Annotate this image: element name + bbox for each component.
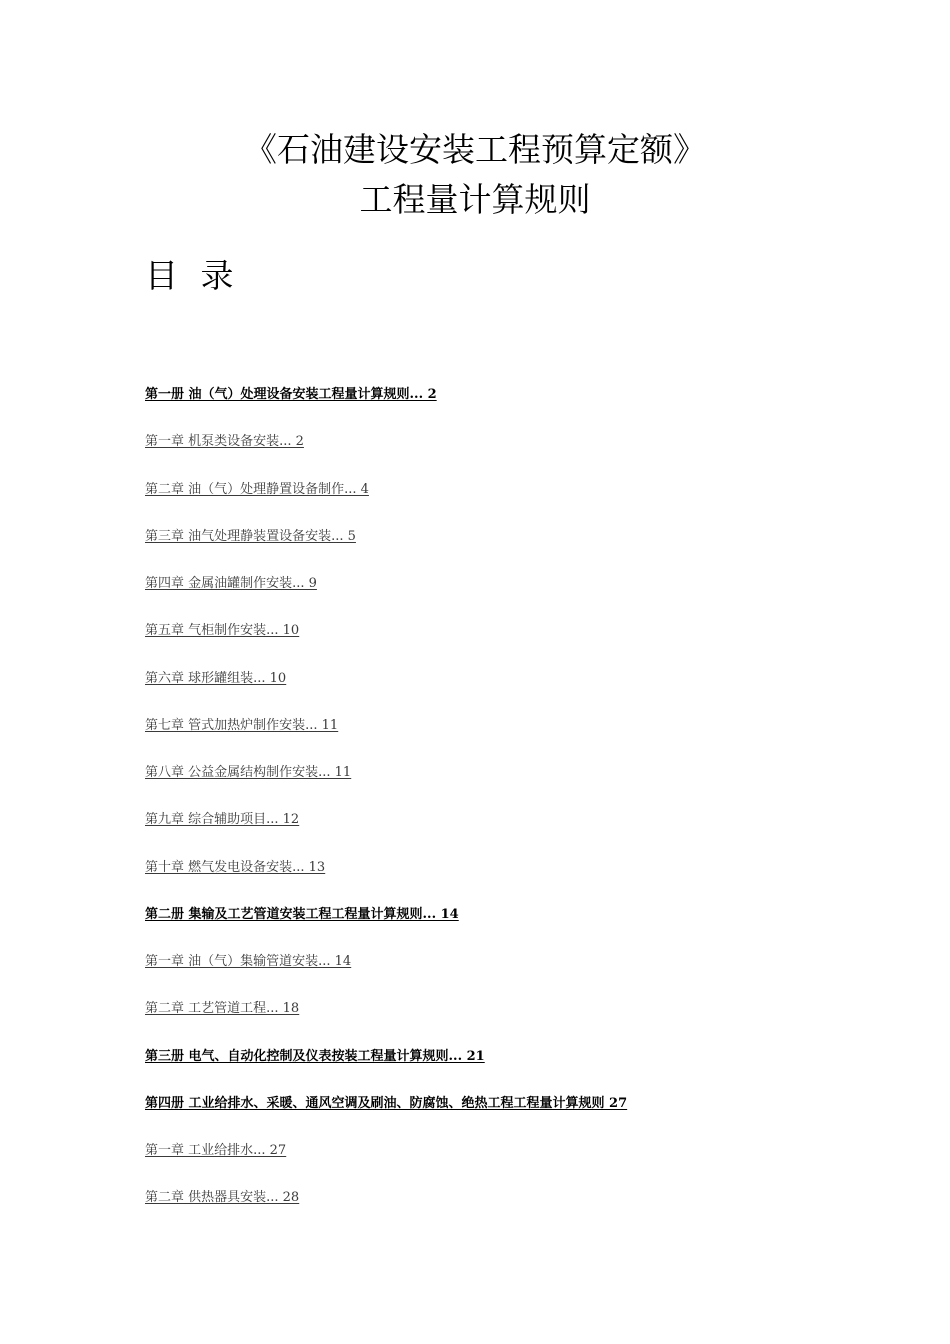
toc-entry-volume-2 xyxy=(145,903,845,950)
toc-entry-chapter xyxy=(145,997,845,1044)
toc-entry-chapter xyxy=(145,856,845,903)
toc-link[interactable]: 第九章 综合辅助项目... 12 xyxy=(145,812,300,828)
toc-entry-chapter xyxy=(145,619,845,666)
toc-link[interactable]: 第十章 燃气发电设备安装... 13 xyxy=(145,859,326,875)
document-title-line2: 工程量计算规则 xyxy=(359,180,591,219)
toc-link[interactable]: 第一册 油（气）处理设备安装工程量计算规则... 2 xyxy=(145,387,437,402)
toc-entry-volume-3 xyxy=(145,1045,845,1092)
toc-link[interactable]: 第二册 集输及工艺管道安装工程工程量计算规则... 14 xyxy=(145,906,459,922)
toc-link[interactable]: 第一章 工业给排水... 27 xyxy=(145,1143,287,1158)
table-of-contents xyxy=(145,383,845,1234)
toc-entry-chapter xyxy=(145,1186,845,1233)
toc-link[interactable]: 第八章 公益金属结构制作安装... 11 xyxy=(145,765,352,780)
toc-entry-chapter xyxy=(145,761,845,808)
document-title-line1: 《石油建设安装工程预算定额》 xyxy=(244,130,706,169)
toc-link[interactable]: 第二章 油（气）处理静置设备制作... 4 xyxy=(145,481,369,497)
toc-link[interactable]: 第一章 机泵类设备安装... 2 xyxy=(145,434,304,450)
toc-entry-chapter xyxy=(145,572,845,619)
toc-entry-chapter xyxy=(145,950,845,997)
toc-link[interactable]: 第三册 电气、自动化控制及仪表按装工程量计算规则... 21 xyxy=(145,1048,485,1064)
toc-entry-chapter xyxy=(145,714,845,761)
toc-entry-chapter xyxy=(145,478,845,525)
toc-entry-volume-4 xyxy=(145,1092,845,1139)
toc-link[interactable]: 第七章 管式加热炉制作安装... 11 xyxy=(145,717,339,733)
toc-link[interactable]: 第二章 供热器具安装... 28 xyxy=(145,1190,300,1206)
toc-link[interactable]: 第二章 工艺管道工程... 18 xyxy=(145,1001,300,1017)
toc-entry-chapter xyxy=(145,430,845,477)
toc-link[interactable]: 第一章 油（气）集输管道安装... 14 xyxy=(145,954,352,969)
toc-heading: 目 录 xyxy=(145,256,240,295)
toc-entry-chapter xyxy=(145,1139,845,1186)
toc-link[interactable]: 第五章 气柜制作安装... 10 xyxy=(145,623,300,639)
toc-link[interactable]: 第六章 球形罐组装... 10 xyxy=(145,670,287,686)
toc-entry-chapter xyxy=(145,808,845,855)
toc-link[interactable]: 第三章 油气处理静装置设备安装... 5 xyxy=(145,528,356,544)
toc-entry-chapter xyxy=(145,667,845,714)
toc-entry-chapter xyxy=(145,525,845,572)
toc-link[interactable]: 第四章 金属油罐制作安装... 9 xyxy=(145,576,317,591)
toc-link[interactable]: 第四册 工业给排水、采暖、通风空调及刷油、防腐蚀、绝热工程工程量计算规则 27 xyxy=(145,1095,628,1111)
toc-entry-volume-1 xyxy=(145,383,845,430)
